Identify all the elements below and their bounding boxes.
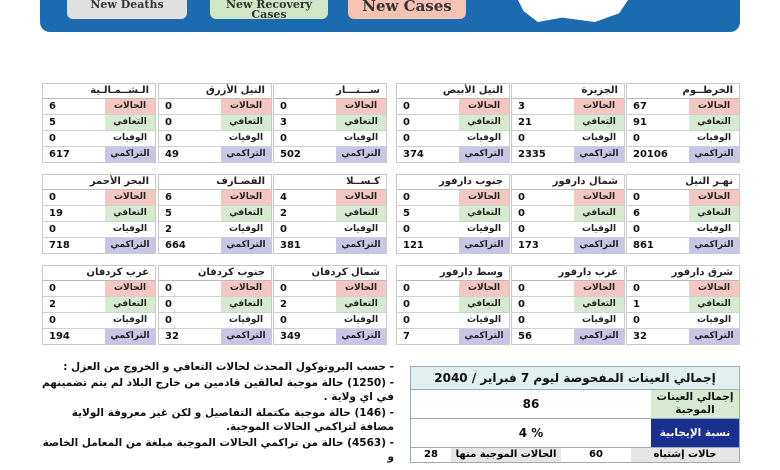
total-value: 861 <box>633 240 654 251</box>
state-card <box>273 174 387 254</box>
state-name: نهـر النيل <box>627 175 739 190</box>
state-card <box>511 265 625 345</box>
cases-value: 0 <box>165 101 172 112</box>
recovery-value: 5 <box>403 208 410 219</box>
stat-row-deaths <box>397 222 509 238</box>
cases-value: 67 <box>633 101 647 112</box>
cases-value: 0 <box>49 283 56 294</box>
recovery-value: 91 <box>633 117 647 128</box>
total-value: 121 <box>403 240 424 251</box>
cases-label: الحالات <box>689 99 739 114</box>
state-name: غرب كردفان <box>43 266 155 281</box>
cases-label: الحالات <box>105 99 155 114</box>
recovery-label: التعافي <box>105 206 155 221</box>
stat-row-deaths <box>274 131 386 147</box>
stat-row-recovery <box>274 115 386 131</box>
cases-label: الحالات <box>336 190 386 205</box>
deaths-label: الوفيات <box>689 313 739 328</box>
state-card <box>273 83 387 163</box>
recovery-label: التعافي <box>574 206 624 221</box>
total-value: 664 <box>165 240 186 251</box>
cases-value: 0 <box>633 283 640 294</box>
recovery-label: التعافي <box>336 115 386 130</box>
stat-row-cases <box>512 190 624 206</box>
total-value: 56 <box>518 331 532 342</box>
total-label: التراكمي <box>336 147 386 162</box>
state-card <box>511 174 625 254</box>
cases-label: الحالات <box>105 190 155 205</box>
stat-row-total <box>43 147 155 162</box>
state-card <box>626 265 740 345</box>
summary-header: إجمالي العينات المفحوصة ليوم 7 فبراير / 2040 <box>411 367 739 390</box>
stat-row-total <box>159 238 271 253</box>
stat-row-deaths <box>512 131 624 147</box>
deaths-value: 0 <box>518 224 525 235</box>
note-line: - (146) حالة موجبة مكتملة التفاصيل و لكن غير معروفة الولاية مضافة لتراكمي الحالات الموجبة. <box>71 407 394 433</box>
stat-row-deaths <box>43 222 155 238</box>
positive-label: الحالات الموجبة منها <box>451 448 561 462</box>
stat-row-total <box>159 147 271 162</box>
state-name: الخرطــوم <box>627 84 739 99</box>
state-name: البحر الأحمر <box>43 175 155 190</box>
total-samples-label: إجمالي العينات الموجبة <box>651 390 739 418</box>
total-label: التراكمي <box>459 329 509 344</box>
stat-row-deaths <box>274 313 386 329</box>
state-name: شمال كردفان <box>274 266 386 281</box>
recovery-value: 6 <box>633 208 640 219</box>
recovery-label: التعافي <box>574 115 624 130</box>
state-card <box>42 83 156 163</box>
stat-row-cases <box>274 99 386 115</box>
sudan-map-icon <box>518 0 628 22</box>
cases-label: الحالات <box>336 99 386 114</box>
deaths-value: 0 <box>403 133 410 144</box>
recovery-label: التعافي <box>105 297 155 312</box>
stat-row-deaths <box>627 222 739 238</box>
cases-label: الحالات <box>574 281 624 296</box>
stat-row-total <box>397 238 509 253</box>
total-label: التراكمي <box>574 329 624 344</box>
state-name: شرق دارفور <box>627 266 739 281</box>
deaths-label: الوفيات <box>105 131 155 146</box>
cases-label: الحالات <box>221 190 271 205</box>
stat-row-total <box>43 329 155 344</box>
note-line: - (1250) حالة موجبة لعالقين قادمين من خارج البلاد لم يتم تضمينهم في اي ولاية . <box>42 377 394 403</box>
cases-value: 4 <box>280 192 287 203</box>
recovery-value: 0 <box>518 208 525 219</box>
total-label: التراكمي <box>689 329 739 344</box>
stat-row-deaths <box>274 222 386 238</box>
total-value: 32 <box>165 331 179 342</box>
recovery-label: التعافي <box>336 206 386 221</box>
deaths-label: الوفيات <box>105 222 155 237</box>
cases-value: 0 <box>518 283 525 294</box>
stat-row-deaths <box>43 313 155 329</box>
stat-row-deaths <box>627 313 739 329</box>
state-card <box>396 83 510 163</box>
deaths-label: الوفيات <box>221 131 271 146</box>
total-value: 194 <box>49 331 70 342</box>
cases-value: 0 <box>280 101 287 112</box>
deaths-label: الوفيات <box>336 131 386 146</box>
recovery-label: التعافي <box>574 297 624 312</box>
deaths-value: 0 <box>403 224 410 235</box>
stat-row-deaths <box>159 131 271 147</box>
state-name: النيل الأزرق <box>159 84 271 99</box>
stat-row-cases <box>397 190 509 206</box>
deaths-value: 0 <box>633 315 640 326</box>
total-label: التراكمي <box>105 238 155 253</box>
stat-row-total <box>274 329 386 344</box>
stat-row-deaths <box>512 313 624 329</box>
total-label: التراكمي <box>336 329 386 344</box>
stat-row-total <box>512 147 624 162</box>
cases-value: 0 <box>165 283 172 294</box>
deaths-value: 0 <box>165 133 172 144</box>
cases-label: الحالات <box>574 99 624 114</box>
stat-row-recovery <box>512 297 624 313</box>
stat-row-cases <box>159 99 271 115</box>
stat-row-recovery <box>397 115 509 131</box>
total-label: التراكمي <box>689 147 739 162</box>
total-label: التراكمي <box>221 329 271 344</box>
stat-row-recovery <box>159 206 271 222</box>
state-card <box>158 174 272 254</box>
total-label: التراكمي <box>689 238 739 253</box>
recovery-label: التعافي <box>105 115 155 130</box>
total-value: 32 <box>633 331 647 342</box>
total-label: التراكمي <box>221 238 271 253</box>
cases-value: 0 <box>518 192 525 203</box>
note-line: - (4563) حالة من تراكمي الحالات الموجبة مبلغة من المعامل الخاصة و <box>42 437 394 463</box>
recovery-value: 0 <box>518 299 525 310</box>
stat-row-deaths <box>43 131 155 147</box>
new-deaths-pill: New Deaths <box>67 0 187 19</box>
cases-label: الحالات <box>459 190 509 205</box>
stat-row-recovery <box>512 206 624 222</box>
total-value: 381 <box>280 240 301 251</box>
recovery-label: التعافي <box>459 206 509 221</box>
state-name: جنوب كردفان <box>159 266 271 281</box>
deaths-label: الوفيات <box>689 222 739 237</box>
recovery-label: التعافي <box>689 115 739 130</box>
total-label: التراكمي <box>105 147 155 162</box>
total-value: 718 <box>49 240 70 251</box>
cases-value: 0 <box>403 192 410 203</box>
recovery-label: التعافي <box>689 297 739 312</box>
stat-row-total <box>159 329 271 344</box>
recovery-value: 0 <box>165 299 172 310</box>
notes-section <box>42 360 394 466</box>
recovery-label: التعافي <box>336 297 386 312</box>
stat-row-total <box>274 238 386 253</box>
stat-row-total <box>274 147 386 162</box>
stat-row-recovery <box>159 115 271 131</box>
stat-row-cases <box>274 190 386 206</box>
state-card <box>158 83 272 163</box>
positivity-value: 4 % <box>518 426 544 440</box>
stat-row-deaths <box>397 313 509 329</box>
stat-row-total <box>627 147 739 162</box>
total-label: التراكمي <box>221 147 271 162</box>
total-label: التراكمي <box>574 238 624 253</box>
stat-row-recovery <box>627 297 739 313</box>
cases-value: 0 <box>403 101 410 112</box>
state-name: الجزيرة <box>512 84 624 99</box>
state-card <box>626 174 740 254</box>
stat-row-deaths <box>159 313 271 329</box>
deaths-label: الوفيات <box>336 313 386 328</box>
stat-row-recovery <box>627 206 739 222</box>
stat-row-cases <box>512 281 624 297</box>
deaths-label: الوفيات <box>105 313 155 328</box>
stat-row-cases <box>159 190 271 206</box>
recovery-label: التعافي <box>459 115 509 130</box>
recovery-label: التعافي <box>689 206 739 221</box>
total-samples-value: 86 <box>522 397 540 411</box>
deaths-value: 0 <box>403 315 410 326</box>
total-label: التراكمي <box>459 147 509 162</box>
stat-row-cases <box>627 281 739 297</box>
stat-row-deaths <box>627 131 739 147</box>
cases-label: الحالات <box>689 190 739 205</box>
cases-value: 0 <box>280 283 287 294</box>
stat-row-recovery <box>397 297 509 313</box>
state-name: الـشــمـالـية <box>43 84 155 99</box>
deaths-label: الوفيات <box>574 131 624 146</box>
deaths-value: 0 <box>633 224 640 235</box>
deaths-label: الوفيات <box>459 131 509 146</box>
deaths-value: 0 <box>280 133 287 144</box>
deaths-label: الوفيات <box>221 313 271 328</box>
positivity-label: نسبة الإيجابية <box>651 419 739 447</box>
suspected-label: حالات إشتباه <box>631 448 739 462</box>
total-value: 502 <box>280 149 301 160</box>
total-label: التراكمي <box>336 238 386 253</box>
stat-row-recovery <box>512 115 624 131</box>
stat-row-recovery <box>159 297 271 313</box>
total-label: التراكمي <box>459 238 509 253</box>
total-label: التراكمي <box>574 147 624 162</box>
deaths-label: الوفيات <box>336 222 386 237</box>
recovery-value: 2 <box>280 208 287 219</box>
cases-label: الحالات <box>221 99 271 114</box>
cases-value: 6 <box>165 192 172 203</box>
deaths-label: الوفيات <box>574 313 624 328</box>
recovery-value: 0 <box>165 117 172 128</box>
recovery-label: التعافي <box>459 297 509 312</box>
stat-row-total <box>43 238 155 253</box>
note-line: - حسب البروتوكول المحدث لحالات التعافي و الخروج من العزل : <box>63 361 394 373</box>
state-name: شمال دارفور <box>512 175 624 190</box>
state-name: وسط دارفور <box>397 266 509 281</box>
recovery-value: 21 <box>518 117 532 128</box>
stat-row-cases <box>43 190 155 206</box>
cases-value: 0 <box>403 283 410 294</box>
new-cases-pill: New Cases <box>348 0 466 19</box>
stat-row-total <box>627 238 739 253</box>
recovery-label: التعافي <box>221 297 271 312</box>
stat-row-total <box>512 238 624 253</box>
deaths-label: الوفيات <box>221 222 271 237</box>
total-value: 2335 <box>518 149 546 160</box>
state-card <box>396 265 510 345</box>
recovery-value: 0 <box>403 299 410 310</box>
stat-row-total <box>397 329 509 344</box>
suspected-value: 60 <box>589 449 603 460</box>
state-name: كـســلا <box>274 175 386 190</box>
state-name: غرب دارفور <box>512 266 624 281</box>
recovery-value: 5 <box>49 117 56 128</box>
recovery-value: 0 <box>403 117 410 128</box>
deaths-label: الوفيات <box>689 131 739 146</box>
cases-label: الحالات <box>459 99 509 114</box>
recovery-label: التعافي <box>221 206 271 221</box>
state-name: القضـارف <box>159 175 271 190</box>
total-value: 374 <box>403 149 424 160</box>
deaths-value: 0 <box>280 224 287 235</box>
positive-value: 28 <box>424 449 438 460</box>
recovery-value: 1 <box>633 299 640 310</box>
total-value: 173 <box>518 240 539 251</box>
deaths-value: 0 <box>49 315 56 326</box>
total-label: التراكمي <box>105 329 155 344</box>
stat-row-deaths <box>397 131 509 147</box>
stat-row-recovery <box>43 206 155 222</box>
cases-label: الحالات <box>105 281 155 296</box>
stat-row-recovery <box>274 206 386 222</box>
cases-label: الحالات <box>221 281 271 296</box>
cases-value: 3 <box>518 101 525 112</box>
total-value: 349 <box>280 331 301 342</box>
state-name: ســـنـــار <box>274 84 386 99</box>
stat-row-cases <box>43 99 155 115</box>
cases-label: الحالات <box>689 281 739 296</box>
cases-label: الحالات <box>574 190 624 205</box>
state-name: جنوب دارفور <box>397 175 509 190</box>
recovery-value: 2 <box>280 299 287 310</box>
stat-row-deaths <box>159 222 271 238</box>
deaths-value: 0 <box>49 133 56 144</box>
stat-row-cases <box>627 99 739 115</box>
deaths-value: 2 <box>165 224 172 235</box>
stat-row-cases <box>43 281 155 297</box>
state-card <box>158 265 272 345</box>
cases-label: الحالات <box>336 281 386 296</box>
samples-summary-table <box>410 366 740 463</box>
stat-row-total <box>512 329 624 344</box>
deaths-label: الوفيات <box>574 222 624 237</box>
recovery-value: 5 <box>165 208 172 219</box>
stat-row-recovery <box>274 297 386 313</box>
new-recovery-pill: New Recovery Cases <box>210 0 328 19</box>
stat-row-total <box>627 329 739 344</box>
state-card <box>42 174 156 254</box>
stat-row-cases <box>159 281 271 297</box>
recovery-label: التعافي <box>221 115 271 130</box>
stat-row-recovery <box>627 115 739 131</box>
stat-row-cases <box>397 281 509 297</box>
deaths-value: 0 <box>633 133 640 144</box>
total-value: 617 <box>49 149 70 160</box>
cases-value: 0 <box>49 192 56 203</box>
deaths-label: الوفيات <box>459 222 509 237</box>
cases-value: 6 <box>49 101 56 112</box>
cases-label: الحالات <box>459 281 509 296</box>
deaths-value: 0 <box>165 315 172 326</box>
stat-row-recovery <box>43 297 155 313</box>
recovery-value: 19 <box>49 208 63 219</box>
total-value: 20106 <box>633 149 668 160</box>
stat-row-recovery <box>43 115 155 131</box>
total-value: 7 <box>403 331 410 342</box>
stat-row-cases <box>397 99 509 115</box>
stat-row-recovery <box>397 206 509 222</box>
state-card <box>626 83 740 163</box>
deaths-value: 0 <box>49 224 56 235</box>
recovery-value: 3 <box>280 117 287 128</box>
cases-value: 0 <box>633 192 640 203</box>
state-card <box>273 265 387 345</box>
state-card <box>42 265 156 345</box>
stat-row-cases <box>512 99 624 115</box>
deaths-label: الوفيات <box>459 313 509 328</box>
state-card <box>511 83 625 163</box>
state-card <box>396 174 510 254</box>
stat-row-deaths <box>512 222 624 238</box>
total-value: 49 <box>165 149 179 160</box>
stat-row-total <box>397 147 509 162</box>
deaths-value: 0 <box>518 133 525 144</box>
state-name: النيل الأبيض <box>397 84 509 99</box>
stat-row-cases <box>274 281 386 297</box>
stat-row-cases <box>627 190 739 206</box>
deaths-value: 0 <box>280 315 287 326</box>
recovery-value: 2 <box>49 299 56 310</box>
deaths-value: 0 <box>518 315 525 326</box>
